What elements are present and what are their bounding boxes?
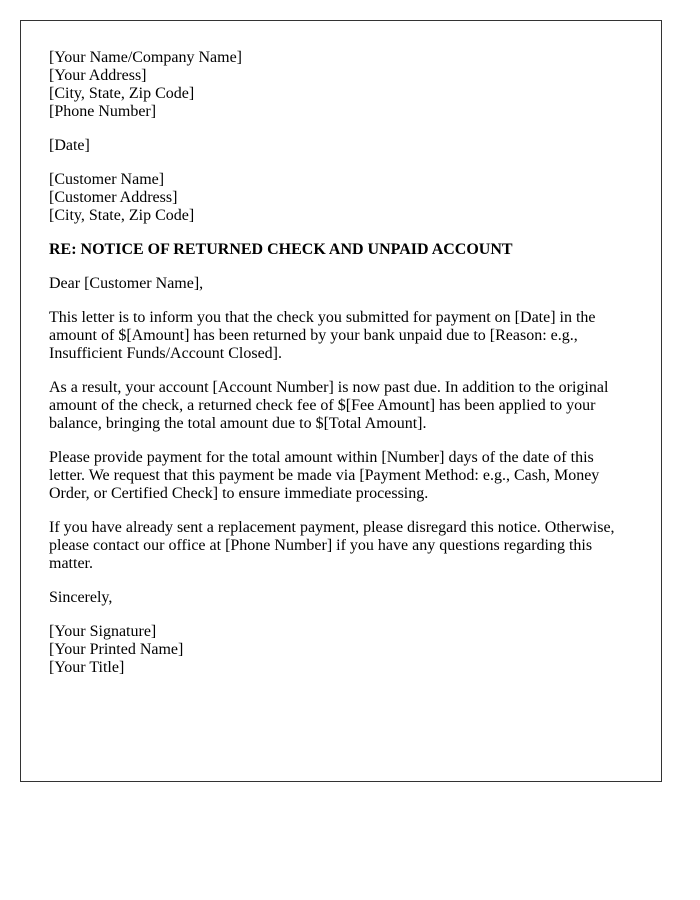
- subject-line: RE: NOTICE OF RETURNED CHECK AND UNPAID ACCOUNT: [49, 241, 513, 258]
- letter-page: [20, 20, 662, 782]
- sender-city-state-zip: [City, State, Zip Code]: [49, 85, 195, 102]
- sender-address-block: [49, 49, 633, 121]
- body-line: Please provide payment for the total amount within [Number] days of the date of this: [49, 449, 594, 466]
- sender-address: [Your Address]: [49, 67, 147, 84]
- letter-content: [49, 49, 633, 693]
- body-line: This letter is to inform you that the check you submitted for payment on [Date] in the: [49, 309, 596, 326]
- body-line: balance, bringing the total amount due to $[Total Amount].: [49, 415, 427, 432]
- body-line: matter.: [49, 555, 93, 572]
- body-paragraph-contact: [49, 519, 633, 573]
- salutation: Dear [Customer Name],: [49, 275, 204, 292]
- recipient-city-state-zip: [City, State, Zip Code]: [49, 207, 195, 224]
- letter-date: [Date]: [49, 137, 90, 154]
- body-line: If you have already sent a replacement payment, please disregard this notice. Otherwise,: [49, 519, 615, 536]
- printed-name: [Your Printed Name]: [49, 641, 184, 658]
- body-line: Insufficient Funds/Account Closed].: [49, 345, 283, 362]
- body-line: please contact our office at [Phone Number] if you have any questions regarding this: [49, 537, 593, 554]
- body-paragraph-returned-check: [49, 309, 633, 363]
- body-line: As a result, your account [Account Number] is now past due. In addition to the original: [49, 379, 609, 396]
- body-line: amount of $[Amount] has been returned by your bank unpaid due to [Reason: e.g.,: [49, 327, 578, 344]
- body-line: Order, or Certified Check] to ensure immediate processing.: [49, 485, 429, 502]
- signature-block: [49, 623, 633, 677]
- closing: Sincerely,: [49, 589, 113, 606]
- recipient-address-block: [49, 171, 633, 225]
- recipient-name: [Customer Name]: [49, 171, 165, 188]
- signature: [Your Signature]: [49, 623, 157, 640]
- body-paragraph-past-due: [49, 379, 633, 433]
- body-line: letter. We request that this payment be made via [Payment Method: e.g., Cash, Money: [49, 467, 600, 484]
- recipient-address: [Customer Address]: [49, 189, 178, 206]
- sender-phone: [Phone Number]: [49, 103, 157, 120]
- sender-name: [Your Name/Company Name]: [49, 49, 243, 66]
- body-line: amount of the check, a returned check fee of $[Fee Amount] has been applied to your: [49, 397, 596, 414]
- signer-title: [Your Title]: [49, 659, 125, 676]
- body-paragraph-payment-request: [49, 449, 633, 503]
